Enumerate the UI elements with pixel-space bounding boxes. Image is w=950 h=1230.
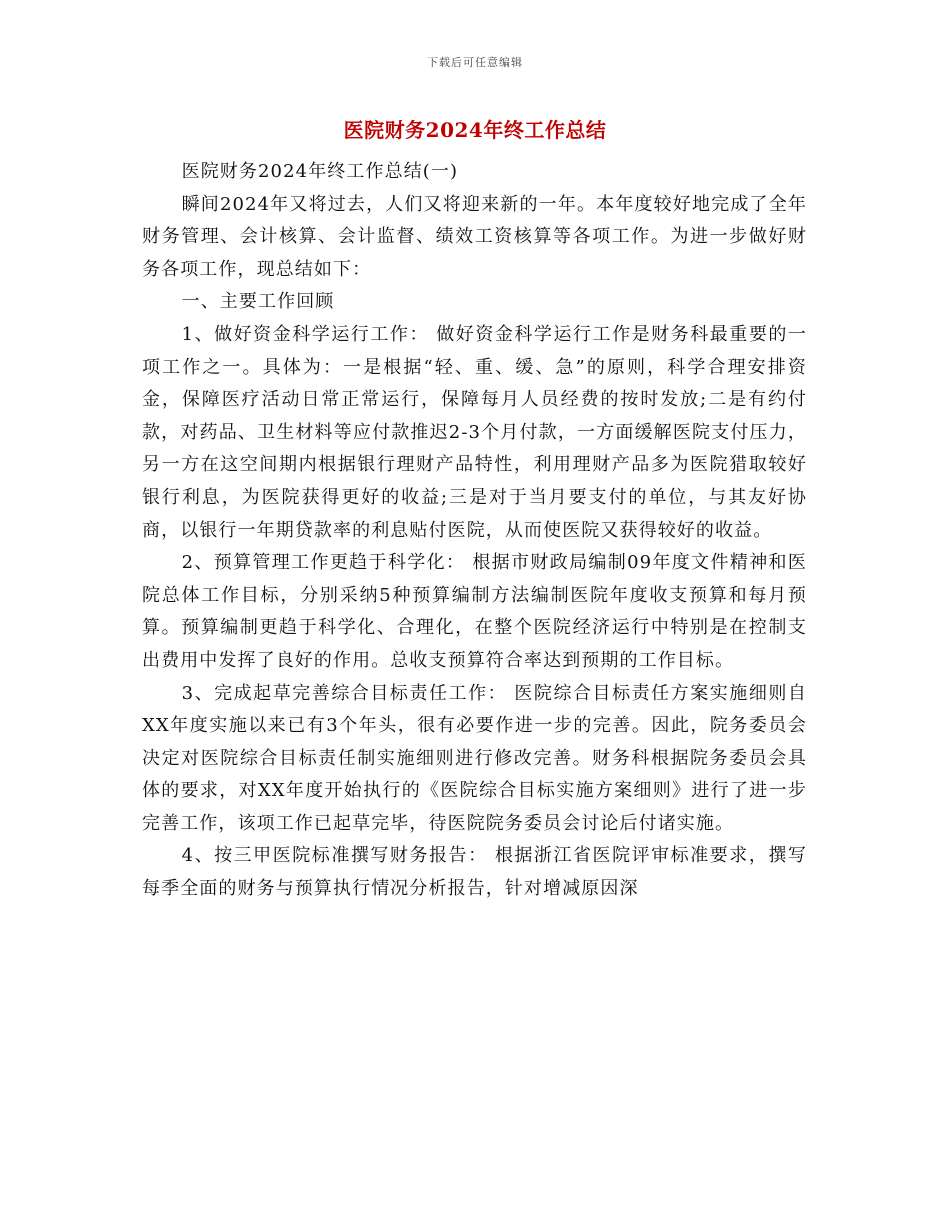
paragraph-item-3: 3、完成起草完善综合目标责任工作： 医院综合目标责任方案实施细则自XX年度实施以来已有3个年头，很有必要作进一步的完善。因此，院务委员会决定对医院综合目标责任制实施细则进行修改完善。财务科根据院务委员会具体的要求，对XX年度开始执行的《医院综合目标实施方案细则》进行了进一步完善工作，该项工作已起草完毕，待医院院务委员会讨论后付诸实施。 <box>142 682 807 834</box>
paragraph-item-4: 4、按三甲医院标准撰写财务报告： 根据浙江省医院评审标准要求，撰写每季全面的财务与预算执行情况分析报告，针对增减原因深 <box>142 845 807 900</box>
document-body <box>142 156 807 906</box>
paragraph-item-1: 1、做好资金科学运行工作： 做好资金科学运行工作是财务科最重要的一项工作之一。具体为：一是根据“轻、重、缓、急”的原则，科学合理安排资金，保障医疗活动日常正常运行，保障每月人员经费的按时发放;二是有约付款，对药品、卫生材料等应付款推迟2-3个月付款，一方面缓解医院支付压力，另一方在这空间期内根据银行理财产品特性，利用理财产品多为医院猎取较好银行利息，为医院获得更好的收益;三是对于当月要支付的单位，与其友好协商，以银行一年期贷款率的利息贴付医院，从而使医院又获得较好的收益。 <box>142 323 807 541</box>
paragraph-subtitle: 医院财务2024年终工作总结(一) <box>181 161 459 182</box>
paragraph-item-2: 2、预算管理工作更趋于科学化： 根据市财政局编制09年度文件精神和医院总体工作目标，分别采纳5种预算编制方法编制医院年度收支预算和每月预算。预算编制更趋于科学化、合理化，在整个医院经济运行中特别是在控制支出费用中发挥了良好的作用。总收支预算符合率达到预期的工作目标。 <box>142 552 807 671</box>
paragraph-section-heading: 一、主要工作回顾 <box>181 291 335 313</box>
header-note: 下载后可任意编辑 <box>427 56 523 69</box>
paragraph-intro: 瞬间2024年又将过去，人们又将迎来新的一年。本年度较好地完成了全年财务管理、会计核算、会计监督、绩效工资核算等各项工作。为进一步做好财务各项工作，现总结如下： <box>142 193 807 280</box>
document-title: 医院财务2024年终工作总结 <box>343 118 607 142</box>
